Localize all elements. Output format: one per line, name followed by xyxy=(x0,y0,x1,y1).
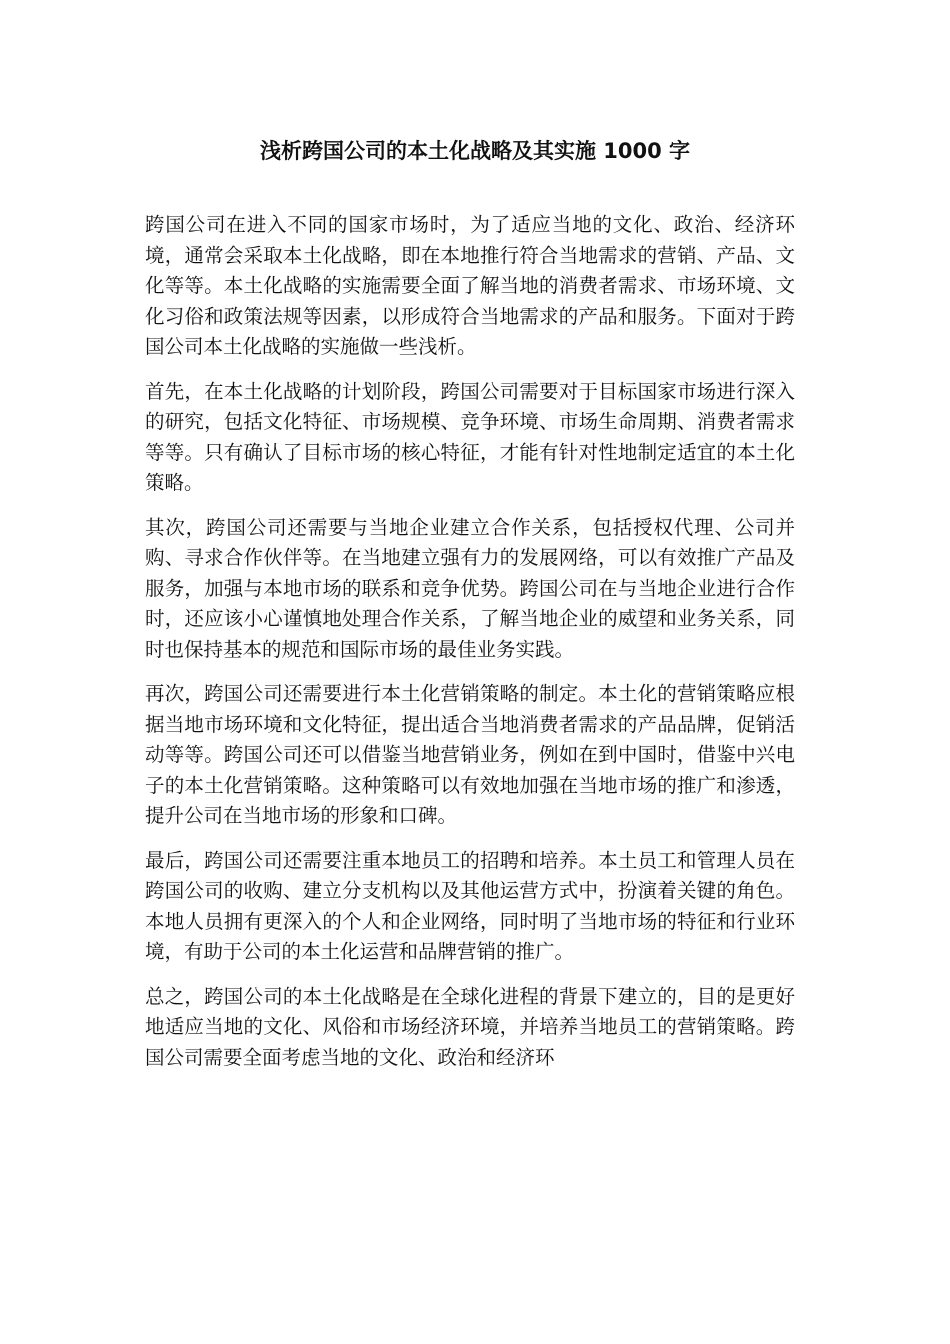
paragraph-conclusion: 总之，跨国公司的本土化战略是在全球化进程的背景下建立的，目的是更好地适应当地的文化、风俗和市场经济环境，并培养当地员工的营销策略。跨国公司需要全面考虑当地的文化、政治和经济环 xyxy=(145,984,795,1069)
document-body xyxy=(145,210,795,1087)
paragraph-marketing: 再次，跨国公司还需要进行本土化营销策略的制定。本土化的营销策略应根据当地市场环境和文化特征，提出适合当地消费者需求的产品品牌，促销活动等等。跨国公司还可以借鉴当地营销业务，例如在到中国时，借鉴中兴电子的本土化营销策略。这种策略可以有效地加强在当地市场的推广和渗透，提升公司在当地市场的形象和口碑。 xyxy=(145,682,795,827)
document-title: 浅析跨国公司的本土化战略及其实施 1000 字 xyxy=(259,139,691,163)
paragraph-local-staff: 最后，跨国公司还需要注重本地员工的招聘和培养。本土员工和管理人员在跨国公司的收购、建立分支机构以及其他运营方式中，扮演着关键的角色。本地人员拥有更深入的个人和企业网络，同时明了当地市场的特征和行业环境，有助于公司的本土化运营和品牌营销的推广。 xyxy=(145,848,795,963)
paragraph-planning: 首先，在本土化战略的计划阶段，跨国公司需要对于目标国家市场进行深入的研究，包括文化特征、市场规模、竞争环境、市场生命周期、消费者需求等等。只有确认了目标市场的核心特征，才能有针对性地制定适宜的本土化策略。 xyxy=(145,379,795,494)
paragraph-partnership: 其次，跨国公司还需要与当地企业建立合作关系，包括授权代理、公司并购、寻求合作伙伴等。在当地建立强有力的发展网络，可以有效推广产品及服务，加强与本地市场的联系和竞争优势。跨国公司在与当地企业进行合作时，还应该小心谨慎地处理合作关系，了解当地企业的威望和业务关系，同时也保持基本的规范和国际市场的最佳业务实践。 xyxy=(145,515,795,661)
paragraph-intro: 跨国公司在进入不同的国家市场时，为了适应当地的文化、政治、经济环境，通常会采取本土化战略，即在本地推行符合当地需求的营销、产品、文化等等。本土化战略的实施需要全面了解当地的消费者需求、市场环境、文化习俗和政策法规等因素，以形成符合当地需求的产品和服务。下面对于跨国公司本土化战略的实施做一些浅析。 xyxy=(145,213,795,358)
